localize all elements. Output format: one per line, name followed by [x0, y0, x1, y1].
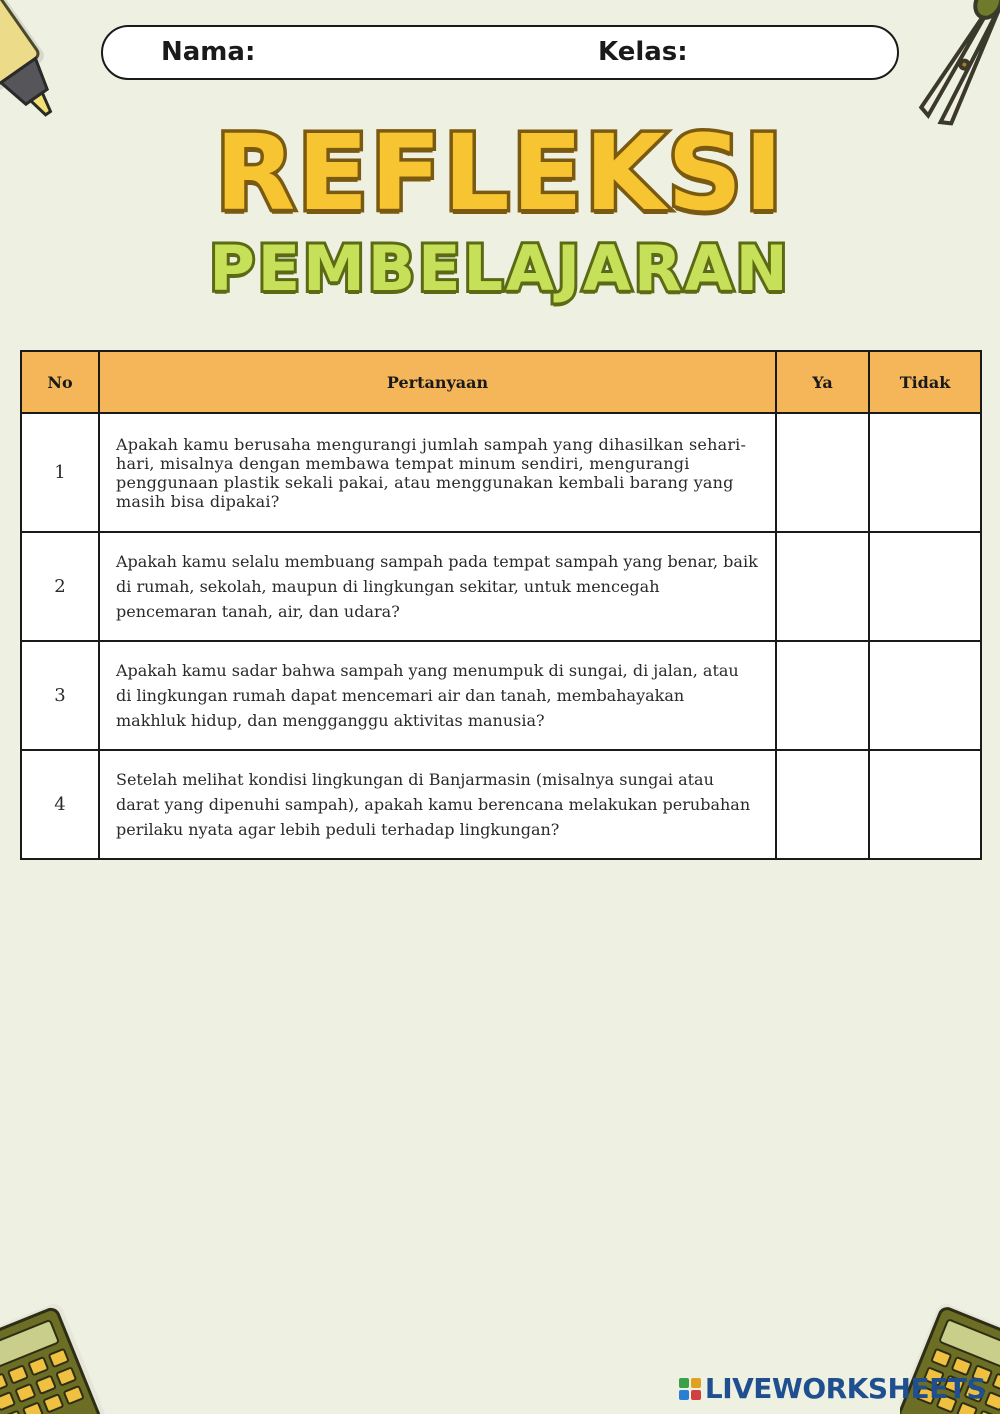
row-number: 1 — [21, 413, 99, 532]
question-text: Apakah kamu berusaha mengurangi jumlah sampah yang dihasilkan sehari-hari, misalnya dengan membawa tempat minum sendiri, mengurangi penggunaan plastik sekali pakai, atau menggunakan kembali barang yang masih bisa dipakai? — [99, 413, 776, 532]
column-header-question: Pertanyaan — [99, 351, 776, 413]
name-label: Nama: — [161, 37, 256, 67]
class-label: Kelas: — [598, 37, 688, 67]
row-number: 3 — [21, 641, 99, 750]
question-text: Apakah kamu selalu membuang sampah pada tempat sampah yang benar, baik di rumah, sekolah, maupun di lingkungan sekitar, untuk mencegah pencemaran tanah, air, dan udara? — [99, 532, 776, 641]
column-header-yes: Ya — [776, 351, 869, 413]
answer-yes-cell[interactable] — [776, 413, 869, 532]
column-header-no: No — [21, 351, 99, 413]
table-row — [21, 641, 981, 750]
answer-no-cell[interactable] — [869, 641, 981, 750]
liveworksheets-brand — [679, 1372, 986, 1405]
question-text: Apakah kamu sadar bahwa sampah yang menumpuk di sungai, di jalan, atau di lingkungan rumah dapat mencemari air dan tanah, membahayakan makhluk hidup, dan mengganggu aktivitas manusia? — [99, 641, 776, 750]
brand-name: LIVEWORKSHEETS — [704, 1372, 986, 1405]
title-main: REFLEKSI — [215, 112, 785, 234]
row-number: 4 — [21, 750, 99, 859]
table-row — [21, 750, 981, 859]
liveworksheets-logo-icon — [679, 1378, 701, 1400]
title-sub: PEMBELAJARAN — [209, 232, 791, 305]
row-number: 2 — [21, 532, 99, 641]
answer-yes-cell[interactable] — [776, 532, 869, 641]
answer-no-cell[interactable] — [869, 750, 981, 859]
answer-yes-cell[interactable] — [776, 750, 869, 859]
name-class-bar — [101, 25, 899, 80]
highlighter-icon — [0, 0, 80, 130]
table-row — [21, 413, 981, 532]
table-header-row — [21, 351, 981, 413]
answer-no-cell[interactable] — [869, 413, 981, 532]
calculator-icon — [0, 1295, 105, 1414]
table-row — [21, 532, 981, 641]
answer-yes-cell[interactable] — [776, 641, 869, 750]
question-text: Setelah melihat kondisi lingkungan di Banjarmasin (misalnya sungai atau darat yang dipenuhi sampah), apakah kamu berencana melakukan perubahan perilaku nyata agar lebih peduli terhadap lingkungan? — [99, 750, 776, 859]
answer-no-cell[interactable] — [869, 532, 981, 641]
reflection-table — [20, 350, 982, 860]
column-header-no-answer: Tidak — [869, 351, 981, 413]
